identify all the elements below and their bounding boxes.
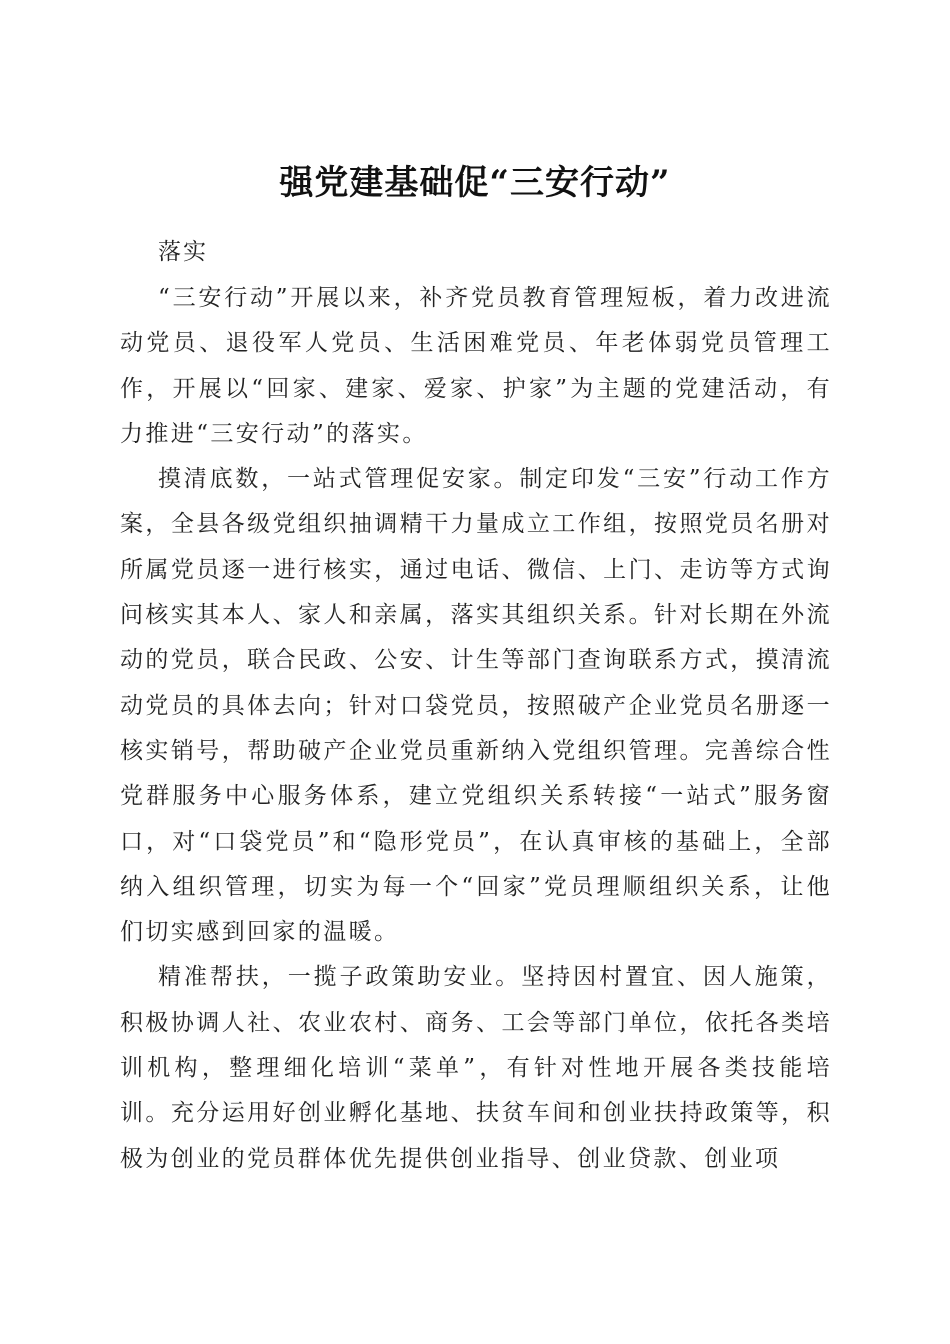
- paragraph-settle-home: 摸清底数，一站式管理促安家。制定印发“三安”行动工作方案，全县各级党组织抽调精干力量成立工作组，按照党员名册对所属党员逐一进行核实，通过电话、微信、上门、走访等方式询问核实其本人、家人和亲属，落实其组织关系。针对长期在外流动的党员，联合民政、公安、计生等部门查询联系方式，摸清流动党员的具体去向；针对口袋党员，按照破产企业党员名册逐一核实销号，帮助破产企业党员重新纳入党组织管理。完善综合性党群服务中心服务体系，建立党组织关系转接“一站式”服务窗口，对“口袋党员”和“隐形党员”，在认真审核的基础上，全部纳入组织管理，切实为每一个“回家”党员理顺组织关系，让他们切实感到回家的温暖。: [120, 466, 832, 946]
- document-title: 强党建基础促“三安行动”: [279, 162, 671, 203]
- paragraph-intro: “三安行动”开展以来，补齐党员教育管理短板，着力改进流动党员、退役军人党员、生活困难党员、年老体弱党员管理工作，开展以“回家、建家、爱家、护家”为主题的党建活动，有力推进“三安行动”的落实。: [120, 285, 832, 447]
- document-subhead: 落实: [158, 239, 208, 265]
- document-body: [120, 276, 832, 1182]
- paragraph-settle-work: 精准帮扶，一揽子政策助安业。坚持因村置宜、因人施策，积极协调人社、农业农村、商务、工会等部门单位，依托各类培训机构，整理细化培训“菜单”，有针对性地开展各类技能培训。充分运用好创业孵化基地、扶贫车间和创业扶持政策等，积极为创业的党员群体优先提供创业指导、创业贷款、创业项: [120, 964, 832, 1172]
